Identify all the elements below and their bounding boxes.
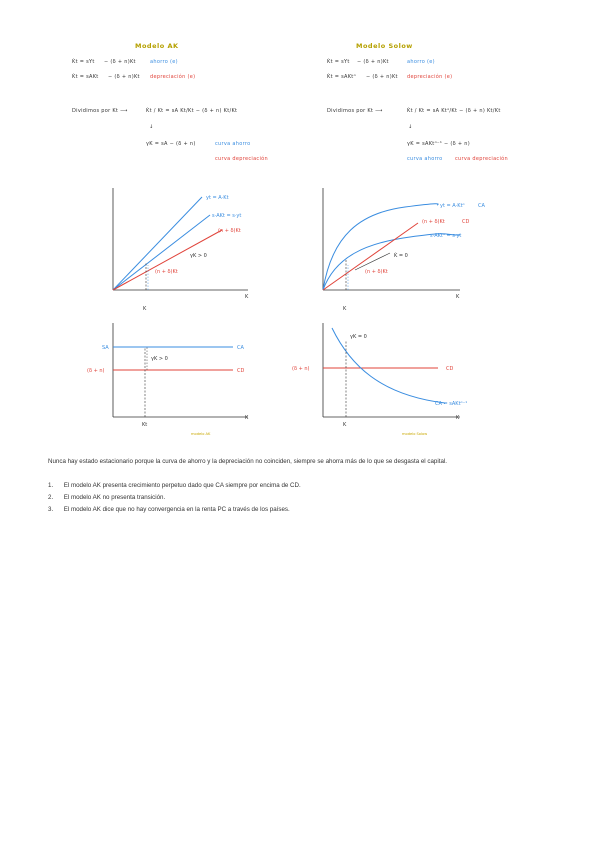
d-label: (n + δ)Kt — [422, 219, 445, 225]
ak-curve-saving: curva ahorro — [215, 141, 251, 147]
ak-title: Modelo AK — [135, 42, 179, 50]
nd-label: (δ + n) — [87, 368, 105, 374]
list-text: El modelo AK no presenta transición. — [63, 494, 166, 501]
caption: modelo AK — [191, 432, 211, 436]
ak-production-graph — [100, 185, 260, 310]
tag-label: (n + δ)Kt — [155, 269, 178, 275]
list-number: 1. — [48, 482, 54, 489]
sa-label: SA — [102, 345, 109, 351]
ak-result: γK = sA − (δ + n) — [146, 141, 196, 147]
d-label: (n + δ)Kt — [218, 228, 241, 234]
solow-curve-depreciation: curva depreciación — [455, 156, 508, 162]
depreciation-line — [113, 230, 222, 290]
solow-eq2-left: K̇t = sAKtᵅ — [327, 74, 356, 80]
k-label: Kt — [142, 422, 148, 428]
ak-eq1-left: K̇t = sYt — [72, 59, 95, 65]
list-number: 3. — [48, 506, 54, 513]
solow-eq1-left: K̇t = sYt — [327, 59, 350, 65]
cd-label: CD — [446, 366, 454, 372]
k-label: K — [343, 422, 347, 428]
list-text: El modelo AK dice que no hay convergencia en la renta PC a través de los países. — [63, 506, 290, 513]
list-item — [48, 506, 290, 513]
nd-label: (δ + n) — [292, 366, 310, 372]
solow-result: γK = sAKtᵅ⁻¹ − (δ + n) — [407, 141, 471, 147]
list-item — [48, 482, 301, 489]
y-label: yt = A·Ktᵅ — [440, 203, 465, 209]
list-item — [48, 494, 165, 501]
solow-eq2-label: depreciación (e) — [407, 74, 453, 80]
ca-label: CA = sAKtᵅ⁻¹ — [435, 401, 468, 407]
ak-eq1-label: ahorro (e) — [150, 59, 178, 65]
ca-label: CA — [237, 345, 244, 351]
mid-label: γK > 0 — [151, 356, 168, 362]
tag-label: (n + δ)Kt — [365, 269, 388, 275]
solow-eq3: K̇t / Kt = sA Ktᵅ/Kt − (δ + n) Kt/Kt — [407, 108, 501, 114]
list-number: 2. — [48, 494, 54, 501]
ca-label: CA — [478, 203, 485, 209]
y-label: yt = A·Kt — [206, 195, 229, 201]
caption: modelo Solow — [402, 432, 428, 436]
solow-eq2-right: − (δ + n)Kt — [366, 74, 398, 80]
x-axis-label: K — [456, 294, 460, 300]
cd-label: CD — [237, 368, 245, 374]
list-text: El modelo AK presenta crecimiento perpetuo dado que CA siempre por encima de CD. — [63, 482, 301, 489]
x-axis-label: K — [456, 415, 460, 421]
output-curve — [323, 204, 438, 290]
output-line — [113, 197, 202, 290]
solow-eq1-label: ahorro (e) — [407, 59, 435, 65]
solow-arrow-down: ↓ — [408, 124, 413, 130]
solow-growth-graph — [290, 320, 490, 440]
x-axis-label: K — [245, 294, 249, 300]
solow-curve-saving: curva ahorro — [407, 156, 443, 162]
x-axis-label: K — [245, 415, 249, 421]
s-label: s·AKt = s·yt — [212, 213, 242, 219]
conclusion-text: Nunca hay estado estacionario porque la curva de ahorro y la depreciación no coinciden, siempre se ahorra más de lo que se desgasta el capital. — [48, 458, 447, 465]
mid-label: γK = 0 — [350, 334, 367, 340]
s-label: s·AKtᵅ = s·yt — [430, 233, 462, 239]
ak-curve-depreciation: curva depreciación — [215, 156, 268, 162]
cd-label: CD — [462, 219, 470, 225]
solow-title: Modelo Solow — [356, 42, 413, 50]
ak-growth-graph — [85, 320, 260, 440]
mid-label: γK > 0 — [190, 253, 207, 259]
ak-eq3: K̇t / Kt = sA Kt/Kt − (δ + n) Kt/Kt — [146, 108, 238, 114]
ak-divide-text: Dividimos por Kt ⟶ — [72, 108, 128, 114]
ak-arrow-down: ↓ — [149, 124, 154, 130]
solow-eq1-right: − (δ + n)Kt — [357, 59, 389, 65]
ak-eq2-right: − (δ + n)Kt — [108, 74, 140, 80]
k-label: K — [143, 306, 147, 312]
k-label: K — [343, 306, 347, 312]
ak-eq2-left: K̇t = sAKt — [72, 74, 99, 80]
ak-eq1-right: − (δ + n)Kt — [104, 59, 136, 65]
solow-divide-text: Dividimos por Kt ⟶ — [327, 108, 383, 114]
solow-production-graph — [310, 185, 490, 310]
ak-eq2-label: depreciación (e) — [150, 74, 196, 80]
ca-curve — [332, 328, 445, 403]
mid-label: K̇ = 0 — [394, 253, 408, 259]
